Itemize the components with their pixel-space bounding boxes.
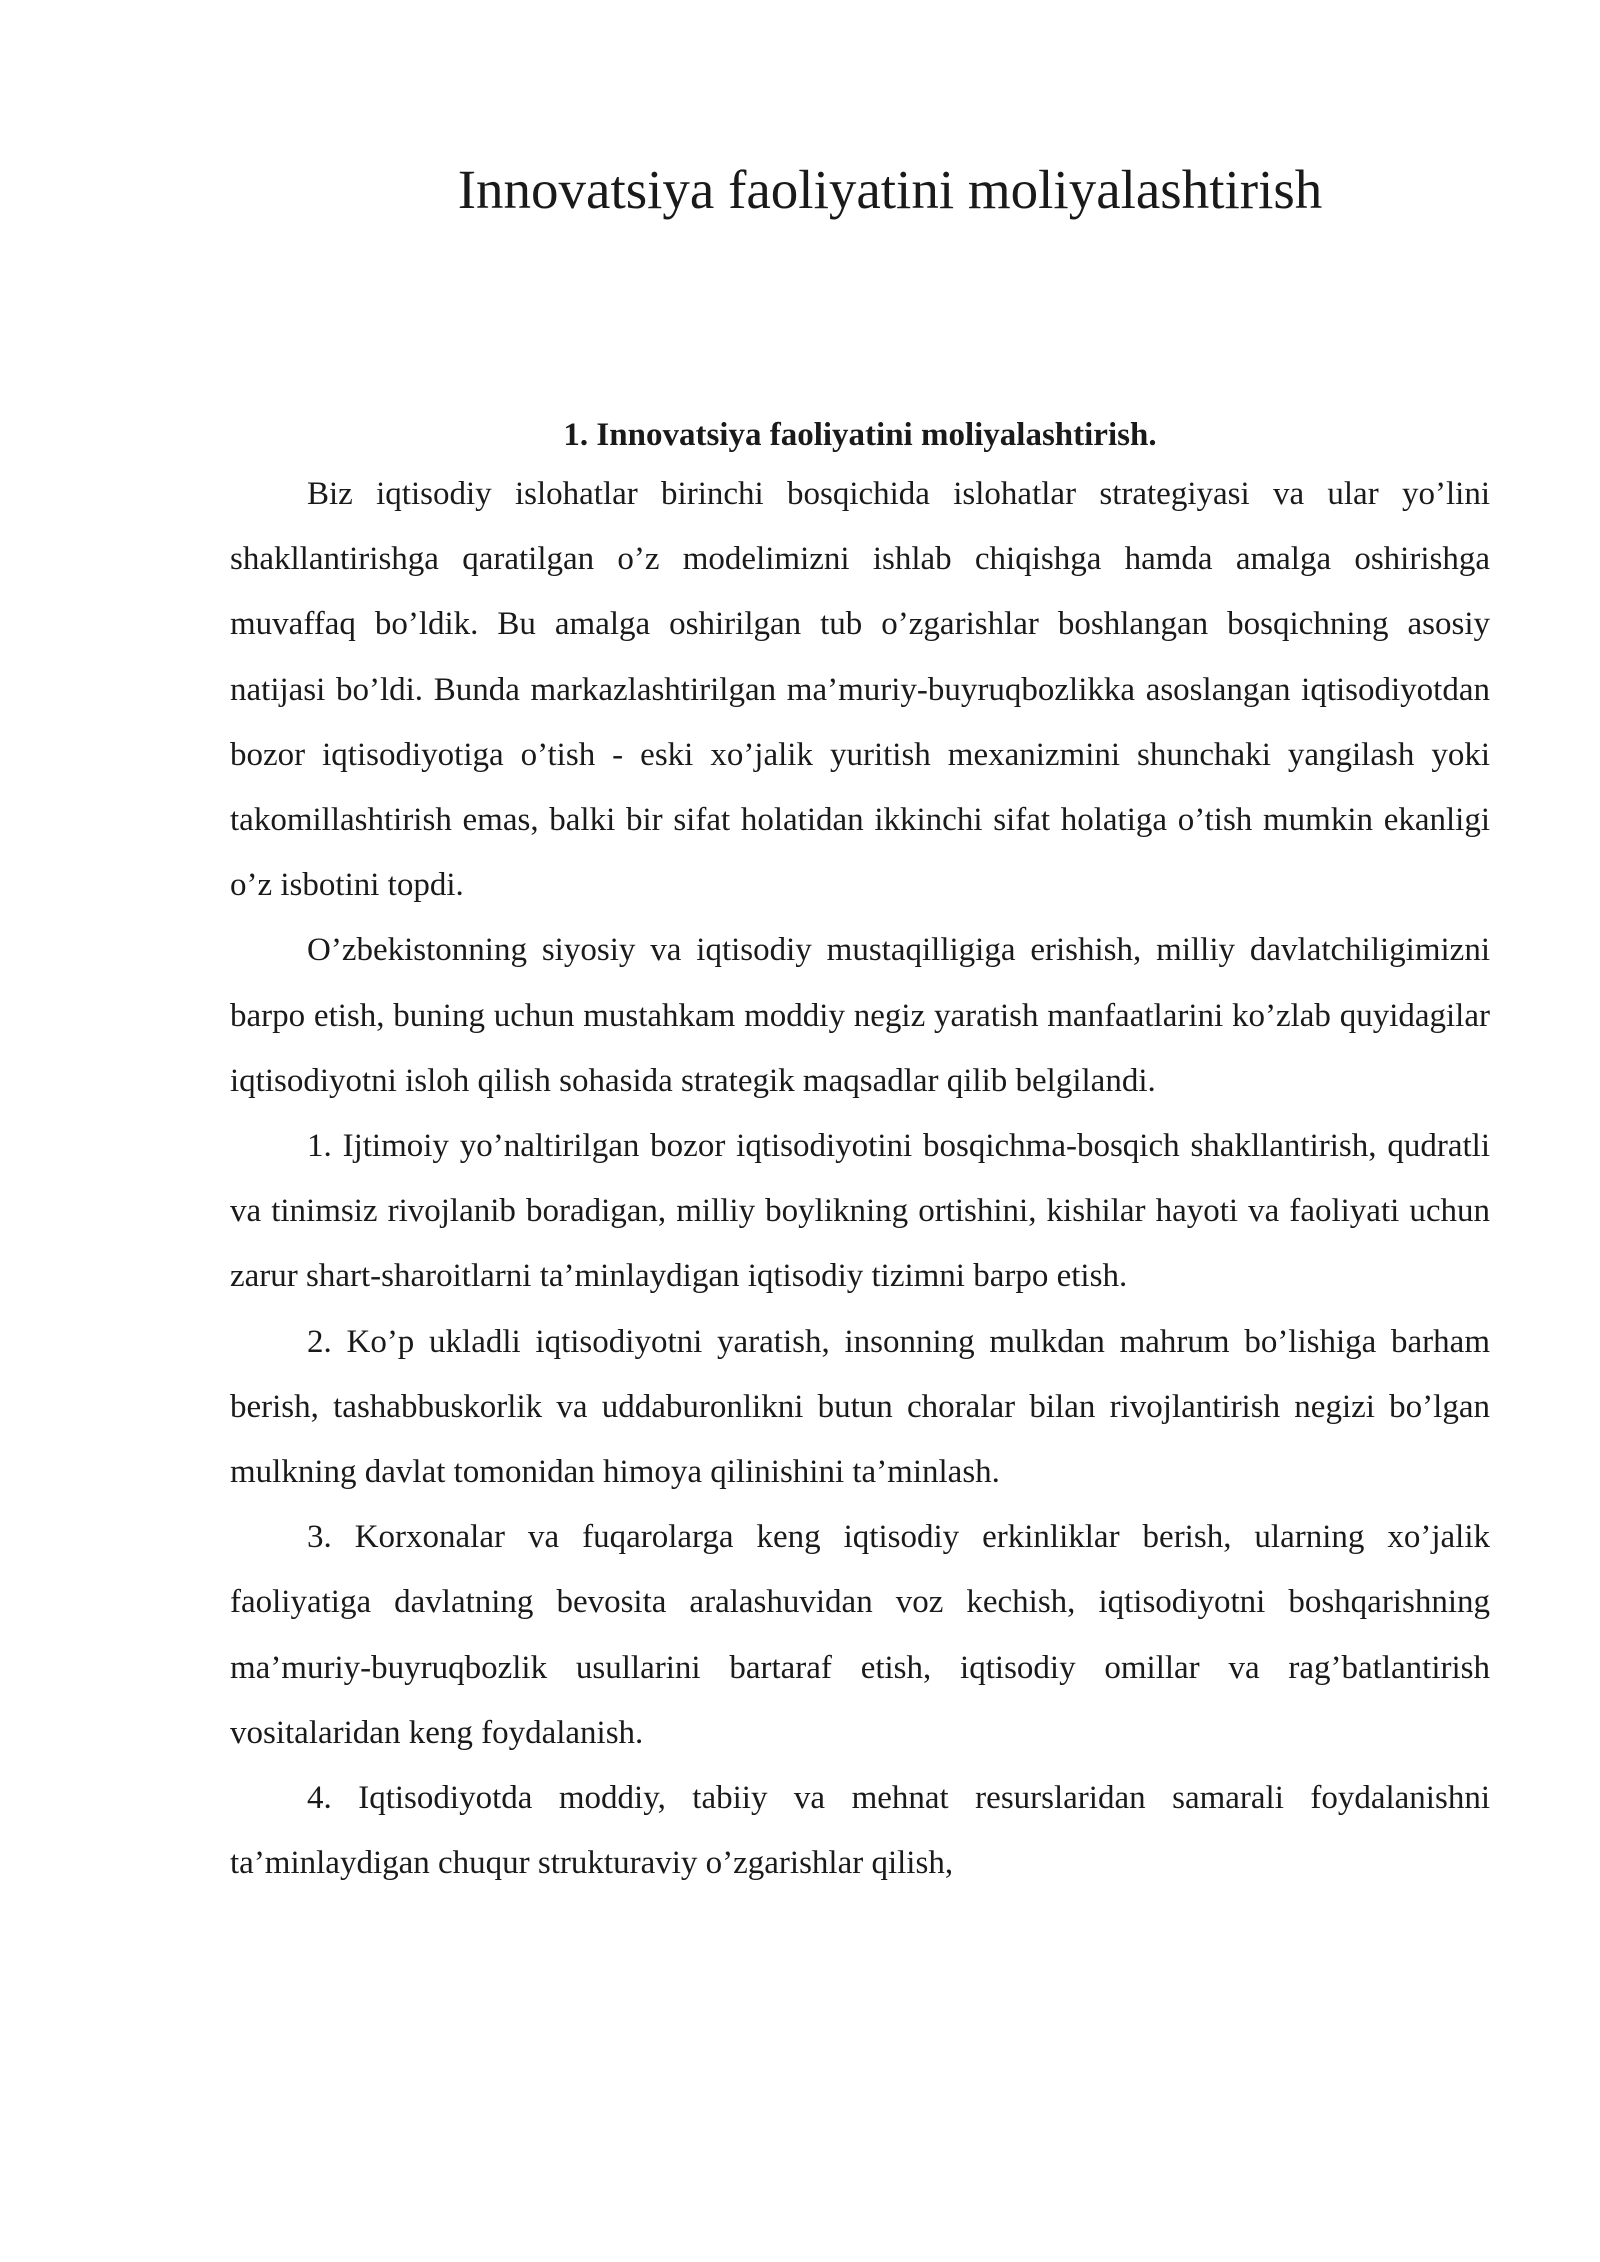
paragraph-intro: Biz iqtisodiy islohatlar birinchi bosqichida islohatlar strategiyasi va ular yo’lini shakllantirishga qaratilgan o’z modelimizni ishlab chiqishga hamda amalga oshirishga muvaffaq bo’ldik. Bu amalga oshirilgan tub o’zgarishlar boshlangan bosqichning asosiy natijasi bo’ldi. Bunda markazlashtirilgan ma’muriy-buyruqbozlikka asoslangan iqtisodiyotdan bozor iqtisodiyotiga o’tish - eski xo’jalik yuritish mexanizmini shunchaki yangilash yoki takomillashtirish emas, balki bir sifat holatidan ikkinchi sifat holatiga o’tish mumkin ekanligi o’z isbotini topdi.	[230, 476, 1490, 904]
document-title: Innovatsiya faoliyatini moliyalashtirish	[457, 159, 1323, 220]
paragraph-goals: O’zbekistonning siyosiy va iqtisodiy mustaqilligiga erishish, milliy davlatchiligimizni barpo etish, buning uchun mustahkam moddiy negiz yaratish manfaatlarini ko’zlab quyidagilar iqtisodiyotni isloh qilish sohasida strategik maqsadlar qilib belgilandi.	[230, 932, 1490, 1099]
list-item-1: 1. Ijtimoiy yo’naltirilgan bozor iqtisodiyotini bosqichma-bosqich shakllantirish, qudratli va tinimsiz rivojlanib boradigan, milliy boylikning ortishini, kishilar hayoti va faoliyati uchun zarur shart-sharoitlarni ta’minlaydigan iqtisodiy tizimni barpo etish.	[230, 1128, 1490, 1295]
list-item-3: 3. Korxonalar va fuqarolarga keng iqtisodiy erkinliklar berish, ularning xo’jalik faoliyatiga davlatning bevosita aralashuvidan voz kechish, iqtisodiyotni boshqarishning ma’muriy-buyruqbozlik usullarini bartaraf etish, iqtisodiy omillar va rag’batlantirish vositalaridan keng foydalanish.	[230, 1519, 1490, 1751]
list-item-4: 4. Iqtisodiyotda moddiy, tabiiy va mehnat resurslaridan samarali foydalanishni ta’minlaydigan chuqur strukturaviy o’zgarishlar qilish,	[230, 1780, 1490, 1882]
document-page	[230, 150, 1490, 1896]
list-item-2: 2. Ko’p ukladli iqtisodiyotni yaratish, insonning mulkdan mahrum bo’lishiga barham berish, tashabbuskorlik va uddaburonlikni butun choralar bilan rivojlantirish negizi bo’lgan mulkning davlat tomonidan himoya qilinishini ta’minlash.	[230, 1323, 1490, 1491]
section-heading: 1. Innovatsiya faoliyatini moliyalashtirish.	[563, 417, 1157, 453]
